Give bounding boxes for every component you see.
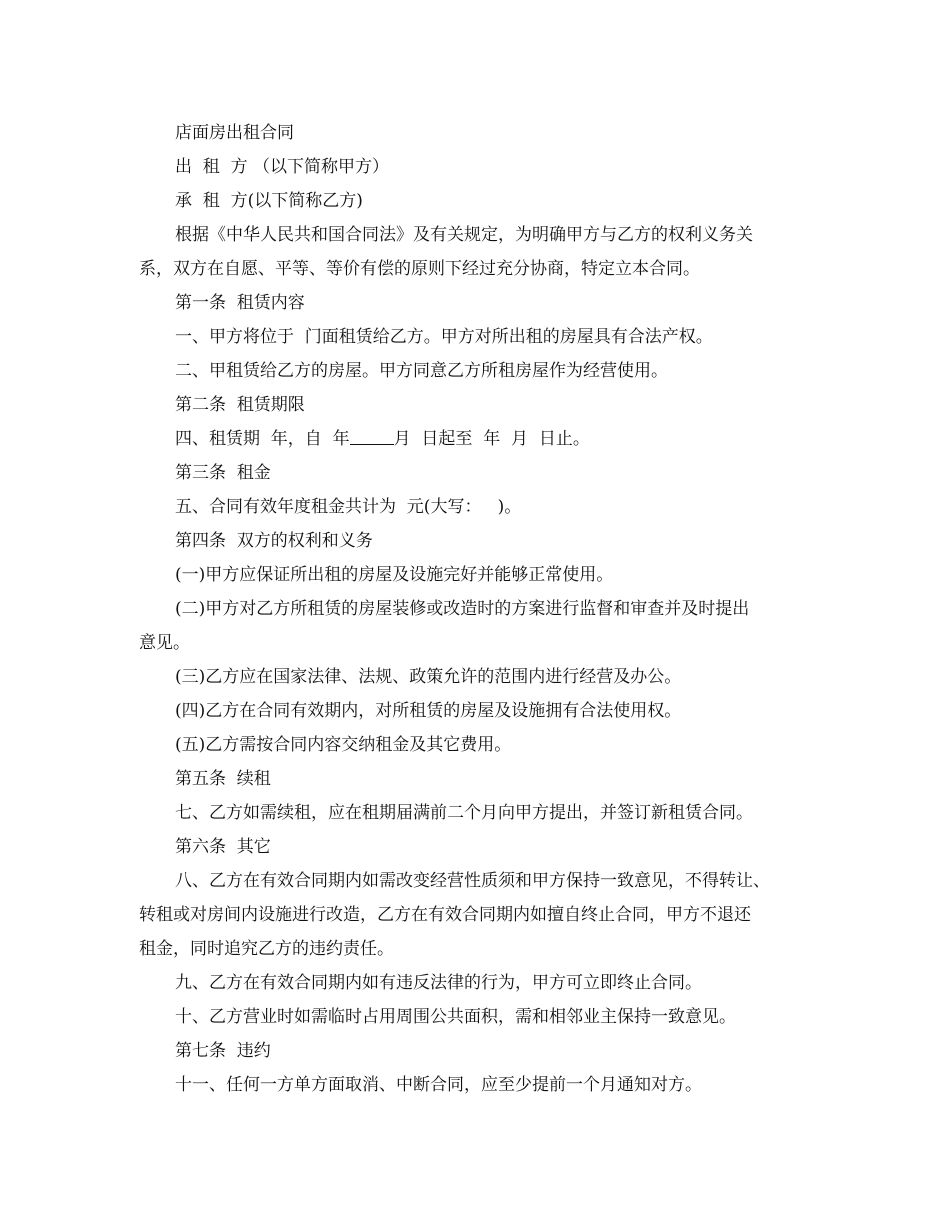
clause-text: 五、合同有效年度租金共计为 元(大写： )。 xyxy=(175,497,522,517)
clause-text: 一、甲方将位于 门面租赁给乙方。甲方对所出租的房屋具有合法产权。 xyxy=(175,327,713,347)
clause-text: (四)乙方在合同有效期内，对所租赁的房屋及设施拥有合法使用权。 xyxy=(175,701,682,721)
article-heading: 第四条 双方的权利和义务 xyxy=(175,531,373,551)
preamble-line: 系，双方在自愿、平等、等价有偿的原则下经过充分协商，特定立本合同。 xyxy=(139,259,700,279)
article-heading: 第一条 租赁内容 xyxy=(175,293,305,313)
clause-text: 七、乙方如需续租，应在租期届满前二个月向甲方提出，并签订新租赁合同。 xyxy=(175,803,753,823)
contract-title: 店面房出租合同 xyxy=(175,123,294,143)
contract-body xyxy=(139,116,839,1102)
article-heading: 第六条 其它 xyxy=(175,837,271,857)
clause-text: 转租或对房间内设施进行改造，乙方在有效合同期内如擅自终止合同，甲方不退还 xyxy=(139,905,751,925)
article-heading: 第三条 租金 xyxy=(175,463,271,483)
clause-text: (一)甲方应保证所出租的房屋及设施完好并能够正常使用。 xyxy=(175,565,614,585)
article-heading: 第七条 违约 xyxy=(175,1041,271,1061)
clause-text: 意见。 xyxy=(139,633,190,653)
clause-text: (五)乙方需按合同内容交纳租金及其它费用。 xyxy=(175,735,512,755)
clause-text: 十一、任何一方单方面取消、中断合同，应至少提前一个月通知对方。 xyxy=(175,1075,702,1095)
clause-text: 租金，同时追究乙方的违约责任。 xyxy=(139,939,394,959)
article-heading: 第二条 租赁期限 xyxy=(175,395,305,415)
lessee-line: 承 租 方(以下简称乙方) xyxy=(175,191,363,211)
fill-in-blank xyxy=(350,429,394,445)
clause-text: 十、乙方营业时如需临时占用周围公共面积，需和相邻业主保持一致意见。 xyxy=(175,1007,736,1027)
clause-text: (三)乙方应在国家法律、法规、政策允许的范围内进行经营及办公。 xyxy=(175,667,682,687)
clause-text xyxy=(139,422,839,456)
lessor-line: 出 租 方 （以下简称甲方） xyxy=(175,157,390,177)
preamble-line: 根据《中华人民共和国合同法》及有关规定，为明确甲方与乙方的权利义务关 xyxy=(175,225,753,245)
clause-text: 二、甲租赁给乙方的房屋。甲方同意乙方所租房屋作为经营使用。 xyxy=(175,361,668,381)
clause-text: 九、乙方在有效合同期内如有违反法律的行为，甲方可立即终止合同。 xyxy=(175,973,702,993)
clause-text-part: 月 日起至 年 月 日止。 xyxy=(393,429,590,449)
clause-text: (二)甲方对乙方所租赁的房屋装修或改造时的方案进行监督和审查并及时提出 xyxy=(175,599,750,619)
article-heading: 第五条 续租 xyxy=(175,769,271,789)
clause-text-part: 四、租赁期 年，自 年 xyxy=(175,429,350,449)
clause-text: 八、乙方在有效合同期内如需改变经营性质须和甲方保持一致意见，不得转让、 xyxy=(175,871,770,891)
